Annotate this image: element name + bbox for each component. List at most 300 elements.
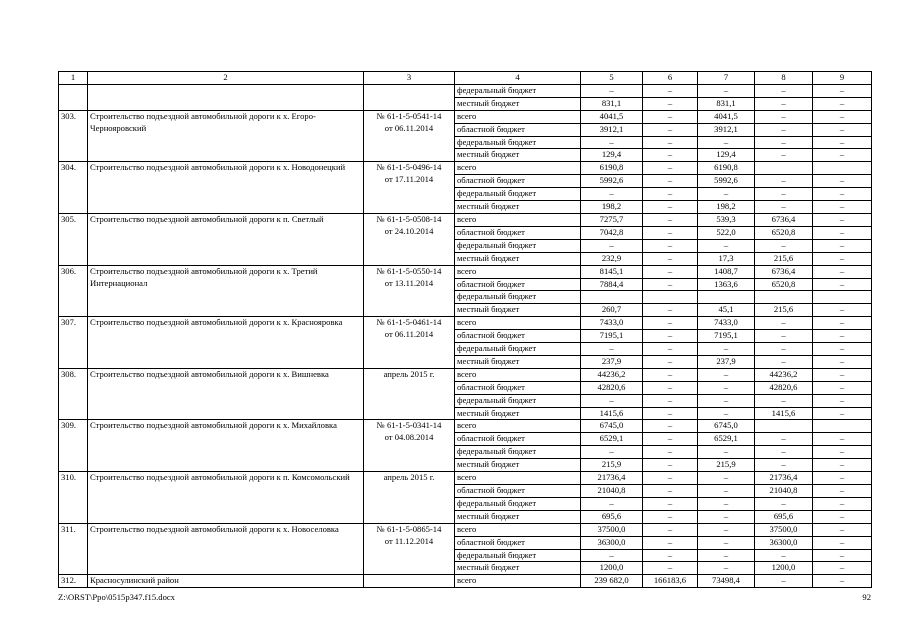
value-cell: 5992,6 [581,175,643,188]
value-cell: – [643,201,698,214]
value-cell: 21040,8 [581,485,643,498]
value-cell: – [581,497,643,510]
row-number: 303. [59,110,88,162]
value-cell: – [581,188,643,201]
value-cell: – [698,136,755,149]
table-row [59,420,872,433]
project-name: Строительство подъездной автомобильной дороги к х. Новоселовка [88,523,364,575]
funding-source: всего [455,317,581,330]
document-number: № 61-1-5-0508-14 [376,213,442,224]
table-row [59,523,872,536]
value-cell: 7042,8 [581,226,643,239]
value-cell: 7884,4 [581,278,643,291]
value-cell: – [813,213,872,226]
value-cell: – [813,265,872,278]
funding-source: федеральный бюджет [455,239,581,252]
value-cell: – [755,394,813,407]
funding-source: областной бюджет [455,175,581,188]
col-header: 6 [643,72,698,85]
value-cell: – [755,188,813,201]
value-cell: – [813,239,872,252]
col-header: 1 [59,72,88,85]
value-cell: – [813,278,872,291]
value-cell [813,162,872,175]
value-cell: – [813,536,872,549]
value-cell: – [581,343,643,356]
col-header: 2 [88,72,364,85]
value-cell: – [755,330,813,343]
value-cell: – [813,343,872,356]
value-cell: 232,9 [581,252,643,265]
value-cell: 539,3 [698,213,755,226]
document-date: от 11.12.2014 [384,535,434,546]
funding-source: всего [455,162,581,175]
value-cell: 5992,6 [698,175,755,188]
value-cell: – [813,355,872,368]
value-cell: – [813,368,872,381]
value-cell: – [643,123,698,136]
value-cell: – [643,226,698,239]
value-cell: – [813,459,872,472]
approval-document [364,213,455,265]
value-cell: 215,9 [698,459,755,472]
approval-document [364,110,455,162]
value-cell: 215,6 [755,252,813,265]
funding-source: местный бюджет [455,562,581,575]
value-cell: – [755,497,813,510]
document-date: от 06.11.2014 [384,329,434,340]
value-cell: 166183,6 [643,575,698,588]
value-cell: 260,7 [581,304,643,317]
approval-document [364,368,455,420]
value-cell: – [643,343,698,356]
value-cell: – [643,278,698,291]
value-cell: – [643,562,698,575]
row-number: 310. [59,472,88,524]
value-cell: 1415,6 [581,407,643,420]
value-cell: – [698,485,755,498]
table-row [59,84,872,97]
funding-source: всего [455,265,581,278]
value-cell: – [643,136,698,149]
value-cell: – [643,317,698,330]
row-number: 308. [59,368,88,420]
value-cell: 21736,4 [581,472,643,485]
value-cell: – [755,549,813,562]
project-name: Строительство подъездной автомобильной дороги к х. Новодонецкий [88,162,364,214]
col-header: 5 [581,72,643,85]
value-cell: 1200,0 [581,562,643,575]
value-cell: – [643,407,698,420]
project-name: Строительство подъездной автомобильной дороги к п. Комсомольский [88,472,364,524]
document-date: от 06.11.2014 [384,122,434,133]
value-cell: 6190,8 [698,162,755,175]
value-cell: 6520,8 [755,226,813,239]
value-cell: – [643,355,698,368]
value-cell: 42820,6 [581,381,643,394]
table-row [59,317,872,330]
project-name: Строительство подъездной автомобильной дороги к х. Третий Интернационал [88,265,364,317]
document-number: № 61-1-5-0550-14 [376,265,442,276]
document-number: № 61-1-5-0461-14 [376,317,442,328]
funding-source: местный бюджет [455,304,581,317]
value-cell: – [755,136,813,149]
funding-source: федеральный бюджет [455,291,581,304]
value-cell: – [813,575,872,588]
value-cell: – [581,446,643,459]
value-cell: – [698,472,755,485]
value-cell: – [755,317,813,330]
value-cell: – [813,394,872,407]
value-cell: – [643,394,698,407]
value-cell: 198,2 [698,201,755,214]
table-row [59,472,872,485]
value-cell: – [813,188,872,201]
value-cell: – [698,239,755,252]
value-cell: 73498,4 [698,575,755,588]
value-cell: – [698,562,755,575]
value-cell: – [581,549,643,562]
value-cell: – [813,110,872,123]
value-cell: – [813,123,872,136]
funding-source: местный бюджет [455,355,581,368]
project-name: Строительство подъездной автомобильной дороги к х. Вишневка [88,368,364,420]
row-number: 309. [59,420,88,472]
value-cell: – [813,446,872,459]
value-cell: 129,4 [581,149,643,162]
document-date: от 13.11.2014 [384,277,434,288]
col-header: 7 [698,72,755,85]
value-cell: 198,2 [581,201,643,214]
value-cell: – [581,84,643,97]
value-cell: 21040,8 [755,485,813,498]
value-cell: – [698,84,755,97]
value-cell: – [643,381,698,394]
value-cell: – [643,510,698,523]
value-cell: – [813,226,872,239]
value-cell: – [755,459,813,472]
value-cell: – [755,110,813,123]
value-cell: – [813,562,872,575]
value-cell: 37500,0 [581,523,643,536]
col-header: 9 [813,72,872,85]
funding-source: федеральный бюджет [455,84,581,97]
value-cell: 7195,1 [581,330,643,343]
value-cell: – [755,201,813,214]
table-row [59,265,872,278]
budget-table [58,71,872,588]
value-cell: – [643,265,698,278]
value-cell: – [813,136,872,149]
value-cell [755,420,813,433]
page-number: 92 [862,592,871,602]
funding-source: областной бюджет [455,278,581,291]
value-cell: – [643,188,698,201]
value-cell: 1200,0 [755,562,813,575]
funding-source: областной бюджет [455,485,581,498]
funding-source: всего [455,420,581,433]
value-cell: 8145,1 [581,265,643,278]
value-cell: 4041,5 [581,110,643,123]
funding-source: всего [455,213,581,226]
value-cell: – [643,472,698,485]
approval-document [364,265,455,317]
funding-source: областной бюджет [455,381,581,394]
funding-source: всего [455,110,581,123]
funding-source: федеральный бюджет [455,188,581,201]
value-cell: – [813,330,872,343]
value-cell: 45,1 [698,304,755,317]
funding-source: всего [455,368,581,381]
value-cell: – [581,136,643,149]
value-cell: 6736,4 [755,265,813,278]
value-cell: – [698,407,755,420]
value-cell: – [581,239,643,252]
value-cell: – [813,485,872,498]
value-cell: 21736,4 [755,472,813,485]
value-cell: – [643,110,698,123]
value-cell: 44236,2 [581,368,643,381]
value-cell: – [755,575,813,588]
value-cell: 7275,7 [581,213,643,226]
value-cell: – [643,97,698,110]
funding-source: федеральный бюджет [455,497,581,510]
value-cell: – [643,330,698,343]
col-header: 8 [755,72,813,85]
approval-document [364,472,455,524]
funding-source: всего [455,523,581,536]
document-number: апрель 2015 г. [383,472,435,483]
value-cell: 237,9 [698,355,755,368]
value-cell: – [643,420,698,433]
value-cell: – [813,201,872,214]
document-number: № 61-1-5-0865-14 [376,523,442,534]
value-cell: – [643,368,698,381]
row-number: 304. [59,162,88,214]
value-cell: 831,1 [698,97,755,110]
value-cell: – [643,175,698,188]
funding-source: федеральный бюджет [455,446,581,459]
column-number-row [59,72,872,85]
table-row [59,575,872,588]
document-date: от 24.10.2014 [384,225,434,236]
value-cell: – [698,497,755,510]
value-cell: – [643,213,698,226]
funding-source: федеральный бюджет [455,343,581,356]
document-date: от 17.11.2014 [384,174,434,185]
value-cell: – [643,497,698,510]
value-cell: 1415,6 [755,407,813,420]
project-name: Строительство подъездной автомобильной дороги к х. Краснояровка [88,317,364,369]
value-cell: 36300,0 [755,536,813,549]
col-header: 4 [455,72,581,85]
value-cell: 695,6 [755,510,813,523]
value-cell: 42820,6 [755,381,813,394]
funding-source: федеральный бюджет [455,136,581,149]
value-cell: 36300,0 [581,536,643,549]
value-cell: – [698,446,755,459]
value-cell: 7195,1 [698,330,755,343]
project-name: Строительство подъездной автомобильной дороги к п. Светлый [88,213,364,265]
value-cell: 237,9 [581,355,643,368]
value-cell: – [643,433,698,446]
value-cell: – [698,381,755,394]
value-cell: – [813,304,872,317]
document-date: от 04.08.2014 [384,432,434,443]
value-cell: – [755,123,813,136]
value-cell: – [643,84,698,97]
value-cell: – [643,549,698,562]
value-cell: 37500,0 [755,523,813,536]
value-cell: – [813,433,872,446]
value-cell: – [755,343,813,356]
value-cell: – [755,433,813,446]
value-cell: – [813,523,872,536]
value-cell: – [813,549,872,562]
value-cell: 6529,1 [698,433,755,446]
value-cell: 6529,1 [581,433,643,446]
table-row [59,368,872,381]
value-cell: 695,6 [581,510,643,523]
funding-source: местный бюджет [455,252,581,265]
value-cell [643,291,698,304]
funding-source: областной бюджет [455,330,581,343]
table-row [59,213,872,226]
table-row [59,162,872,175]
value-cell: – [643,239,698,252]
value-cell: – [813,497,872,510]
value-cell [813,420,872,433]
value-cell [813,291,872,304]
value-cell: – [643,304,698,317]
project-name: Строительство подъездной автомобильной дороги к х. Егоро-Чернояровский [88,110,364,162]
value-cell: 6190,8 [581,162,643,175]
value-cell: – [813,252,872,265]
value-cell [581,291,643,304]
funding-source: областной бюджет [455,123,581,136]
document-number: № 61-1-5-0541-14 [376,110,442,121]
value-cell: – [643,446,698,459]
value-cell: – [698,188,755,201]
value-cell: – [755,175,813,188]
project-name: Строительство подъездной автомобильной дороги к х. Михайловка [88,420,364,472]
value-cell: – [755,239,813,252]
value-cell: 1363,6 [698,278,755,291]
table-row [59,110,872,123]
value-cell: – [698,549,755,562]
document-number: № 61-1-5-0496-14 [376,162,442,173]
value-cell: – [813,175,872,188]
approval-document [364,575,455,588]
value-cell: – [755,84,813,97]
value-cell: 3912,1 [581,123,643,136]
funding-source: местный бюджет [455,407,581,420]
value-cell: – [643,252,698,265]
value-cell: – [813,149,872,162]
funding-source: местный бюджет [455,459,581,472]
value-cell: – [755,149,813,162]
funding-source: областной бюджет [455,433,581,446]
file-path: Z:\ORST\Ppo\0515p347.f15.docx [58,592,175,602]
value-cell: – [698,394,755,407]
value-cell: – [755,97,813,110]
funding-source: местный бюджет [455,510,581,523]
document-number: № 61-1-5-0341-14 [376,420,442,431]
value-cell: – [813,84,872,97]
row-number: 311. [59,523,88,575]
value-cell: – [813,510,872,523]
value-cell: – [813,97,872,110]
funding-source: областной бюджет [455,226,581,239]
value-cell: 17,3 [698,252,755,265]
value-cell: – [581,394,643,407]
approval-document [364,162,455,214]
value-cell: – [643,485,698,498]
value-cell: – [813,472,872,485]
value-cell [698,291,755,304]
value-cell: 215,9 [581,459,643,472]
empty-cell [59,84,88,110]
value-cell: 129,4 [698,149,755,162]
value-cell: – [813,317,872,330]
value-cell: – [643,536,698,549]
value-cell: 7433,0 [581,317,643,330]
value-cell: 6745,0 [698,420,755,433]
value-cell: – [813,407,872,420]
value-cell: – [755,355,813,368]
value-cell: – [698,536,755,549]
value-cell [755,291,813,304]
table-body [59,84,872,587]
value-cell: 3912,1 [698,123,755,136]
value-cell: – [643,459,698,472]
value-cell: 44236,2 [755,368,813,381]
value-cell: 215,6 [755,304,813,317]
value-cell [755,162,813,175]
approval-document [364,420,455,472]
value-cell: – [643,523,698,536]
value-cell: 6736,4 [755,213,813,226]
project-name: Красносулинский район [88,575,364,588]
value-cell: 7433,0 [698,317,755,330]
row-number: 306. [59,265,88,317]
row-number: 312. [59,575,88,588]
approval-document [364,317,455,369]
empty-cell [364,84,455,110]
funding-source: федеральный бюджет [455,394,581,407]
value-cell: – [698,368,755,381]
funding-source: всего [455,472,581,485]
value-cell: 6520,8 [755,278,813,291]
funding-source: местный бюджет [455,149,581,162]
value-cell: 6745,0 [581,420,643,433]
col-header: 3 [364,72,455,85]
value-cell: 1408,7 [698,265,755,278]
funding-source: всего [455,575,581,588]
document-number: апрель 2015 г. [383,368,435,379]
value-cell: 4041,5 [698,110,755,123]
value-cell: – [643,149,698,162]
row-number: 307. [59,317,88,369]
value-cell: – [698,343,755,356]
value-cell: – [698,510,755,523]
funding-source: федеральный бюджет [455,549,581,562]
row-number: 305. [59,213,88,265]
funding-source: местный бюджет [455,201,581,214]
value-cell: – [643,162,698,175]
value-cell: – [755,446,813,459]
value-cell: – [698,523,755,536]
